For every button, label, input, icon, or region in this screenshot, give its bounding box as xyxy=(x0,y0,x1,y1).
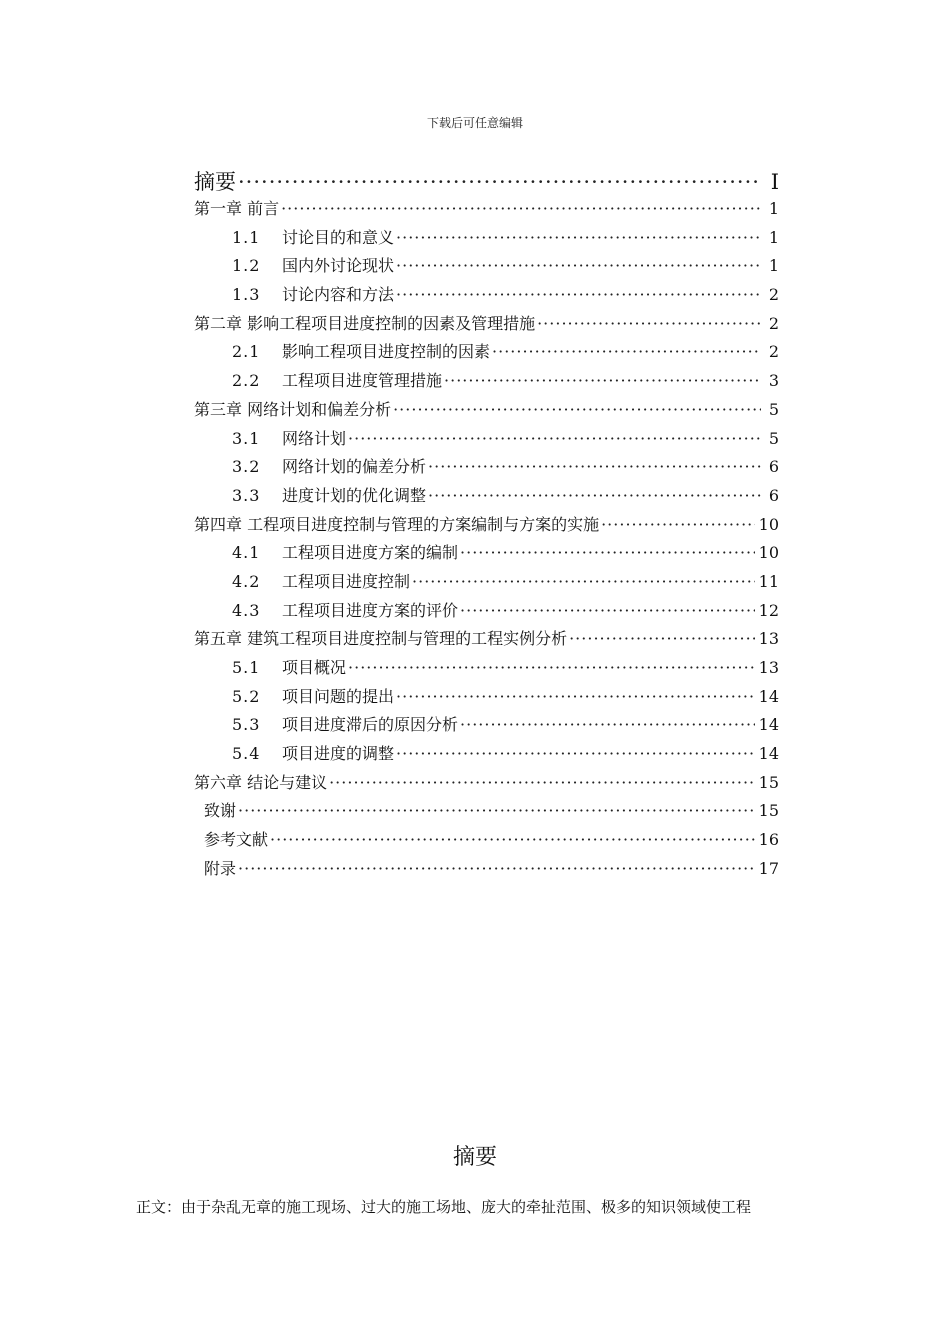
toc-page-number: 14 xyxy=(758,744,779,764)
toc-entry-title: 网络计划的偏差分析 xyxy=(282,457,427,477)
toc-entry[interactable] xyxy=(194,684,779,713)
toc-entry-title: 第六章 结论与建议 xyxy=(194,772,328,792)
toc-leader-dots xyxy=(396,228,761,247)
toc-entry[interactable] xyxy=(194,196,779,225)
toc-entry[interactable] xyxy=(194,368,779,397)
toc-entry-title: 工程项目进度方案的编制 xyxy=(282,543,459,563)
toc-page-number: 1 xyxy=(768,256,779,276)
toc-entry-label xyxy=(194,770,327,793)
toc-entry[interactable] xyxy=(194,426,779,455)
toc-entry-number: 5.4 xyxy=(232,744,261,764)
toc-entry[interactable] xyxy=(194,856,779,885)
toc-leader-dots xyxy=(396,256,761,275)
toc-leader-dots xyxy=(238,170,761,194)
toc-leader-dots xyxy=(270,830,755,849)
toc-entry-title: 致谢 xyxy=(204,801,237,821)
toc-entry-label xyxy=(232,253,394,276)
toc-entry-title: 参考文献 xyxy=(204,830,269,850)
toc-entry[interactable] xyxy=(194,454,779,483)
toc-entry-label xyxy=(232,282,394,305)
abstract-body: 正文：由于杂乱无章的施工现场、过大的施工场地、庞大的牵扯范围、极多的知识领域使工程 xyxy=(136,1198,752,1216)
toc-page-number: 2 xyxy=(768,285,779,305)
toc-page-number: 11 xyxy=(758,571,779,591)
toc-entry[interactable] xyxy=(194,512,779,541)
toc-page-number: 17 xyxy=(758,858,779,878)
toc-entry-label xyxy=(194,397,391,420)
toc-entry-title: 摘要 xyxy=(194,170,236,194)
toc-page-number: 6 xyxy=(768,485,779,505)
toc-entry[interactable] xyxy=(194,311,779,340)
toc-entry-label xyxy=(232,540,458,563)
toc-entry-title: 项目概况 xyxy=(282,658,347,677)
toc-entry-number: 2.2 xyxy=(232,371,261,391)
toc-page-number: 2 xyxy=(768,342,779,362)
toc-entry[interactable] xyxy=(194,598,779,627)
toc-leader-dots xyxy=(537,314,761,333)
toc-leader-dots xyxy=(412,572,755,591)
toc-page-number: I xyxy=(770,170,779,194)
toc-entry-label xyxy=(232,426,346,449)
toc-entry[interactable] xyxy=(194,339,779,368)
toc-entry-title: 工程项目进度控制 xyxy=(282,571,411,591)
toc-entry[interactable] xyxy=(194,282,779,311)
toc-entry-title: 工程项目进度管理措施 xyxy=(282,371,443,391)
toc-entry-number: 2.1 xyxy=(232,342,261,362)
toc-leader-dots xyxy=(396,744,755,763)
toc-leader-dots xyxy=(238,801,755,820)
toc-page-number: 10 xyxy=(758,543,779,563)
toc-entry-label xyxy=(232,368,442,391)
toc-entry-label xyxy=(204,798,236,821)
toc-page-number: 16 xyxy=(758,830,779,850)
toc-entry-title: 国内外讨论现状 xyxy=(282,256,395,276)
toc-entry[interactable] xyxy=(194,798,779,827)
abstract-title: 摘要 xyxy=(452,1145,497,1170)
toc-entry[interactable] xyxy=(194,483,779,512)
toc-entry-title: 项目进度滞后的原因分析 xyxy=(282,715,459,735)
toc-entry-title: 项目进度的调整 xyxy=(282,744,395,764)
toc-entry[interactable] xyxy=(194,540,779,569)
toc-leader-dots xyxy=(601,515,755,534)
toc-entry-number: 5.3 xyxy=(232,715,261,735)
toc-page-number: 14 xyxy=(758,686,779,706)
toc-entry-title: 讨论目的和意义 xyxy=(282,227,395,247)
toc-entry-number: 5.2 xyxy=(232,686,261,706)
toc-entry-title: 进度计划的优化调整 xyxy=(282,485,427,505)
toc-entry-label xyxy=(232,598,458,621)
toc-entry[interactable] xyxy=(194,253,779,282)
toc-page-number: 6 xyxy=(768,457,779,477)
toc-leader-dots xyxy=(460,715,755,734)
toc-entry[interactable] xyxy=(194,655,779,684)
toc-page-number: 13 xyxy=(758,629,779,649)
toc-page-number: 15 xyxy=(758,801,779,821)
toc-page-number: 5 xyxy=(768,399,779,419)
toc-entry-number: 3.3 xyxy=(232,485,261,505)
toc-page-number: 10 xyxy=(758,514,779,534)
toc-entry-number: 1.1 xyxy=(232,227,261,247)
toc-page-number: 5 xyxy=(768,428,779,448)
toc-leader-dots xyxy=(444,371,761,390)
toc-page-number: 1 xyxy=(768,227,779,247)
toc-entry-label xyxy=(232,684,394,707)
toc-entry-label xyxy=(232,483,426,506)
toc-entry-label xyxy=(232,655,346,678)
toc-entry-label xyxy=(232,712,458,735)
toc-entry[interactable] xyxy=(194,770,779,799)
toc-leader-dots xyxy=(281,199,761,218)
toc-entry[interactable] xyxy=(194,397,779,426)
toc-entry-number: 4.2 xyxy=(232,571,261,591)
toc-entry[interactable] xyxy=(194,827,779,856)
toc-entry-label xyxy=(194,196,279,219)
toc-page-number: 3 xyxy=(768,371,779,391)
toc-leader-dots xyxy=(428,457,761,476)
toc-entry-number: 1.3 xyxy=(232,285,261,305)
toc-entry-label xyxy=(204,856,236,879)
toc-entry[interactable] xyxy=(194,166,779,196)
toc-entry[interactable] xyxy=(194,741,779,770)
toc-leader-dots xyxy=(396,687,755,706)
toc-entry-title: 第三章 网络计划和偏差分析 xyxy=(194,399,392,419)
toc-leader-dots xyxy=(348,658,755,677)
toc-page-number: 15 xyxy=(758,772,779,792)
toc-leader-dots xyxy=(238,859,755,878)
toc-entry-label xyxy=(232,741,394,764)
toc-leader-dots xyxy=(460,601,755,620)
toc-entry[interactable] xyxy=(194,626,779,655)
toc-leader-dots xyxy=(460,543,755,562)
toc-entry-title: 第一章 前言 xyxy=(194,199,280,218)
toc-entry-title: 第五章 建筑工程项目进度控制与管理的工程实例分析 xyxy=(194,629,568,649)
toc-entry-label xyxy=(232,454,426,477)
toc-leader-dots xyxy=(348,429,761,448)
toc-page-number: 1 xyxy=(768,199,779,218)
toc-entry[interactable] xyxy=(194,569,779,598)
toc-leader-dots xyxy=(492,342,761,361)
toc-page-number: 14 xyxy=(758,715,779,735)
table-of-contents xyxy=(194,166,779,885)
toc-entry-number: 3.1 xyxy=(232,428,261,448)
toc-entry-title: 网络计划 xyxy=(282,428,347,448)
page-header: 下载后可任意编辑 xyxy=(426,116,523,130)
toc-leader-dots xyxy=(393,400,761,419)
toc-entry-label xyxy=(232,225,394,248)
toc-leader-dots xyxy=(329,773,755,792)
toc-leader-dots xyxy=(428,486,761,505)
toc-entry-label xyxy=(232,569,410,592)
toc-entry[interactable] xyxy=(194,712,779,741)
toc-entry-number: 3.2 xyxy=(232,457,261,477)
toc-entry-number: 5.1 xyxy=(232,658,261,677)
toc-entry-number: 4.3 xyxy=(232,600,261,620)
toc-entry-title: 第二章 影响工程项目进度控制的因素及管理措施 xyxy=(194,313,536,333)
toc-entry-label xyxy=(204,827,268,850)
toc-page-number: 2 xyxy=(768,313,779,333)
toc-entry-number: 4.1 xyxy=(232,543,261,563)
toc-entry-title: 影响工程项目进度控制的因素 xyxy=(282,342,491,362)
toc-entry-title: 工程项目进度方案的评价 xyxy=(282,600,459,620)
toc-page-number: 13 xyxy=(758,658,779,677)
toc-entry-title: 附录 xyxy=(204,858,237,878)
toc-entry-label xyxy=(194,311,535,334)
toc-entry-label xyxy=(194,166,236,196)
toc-entry-label xyxy=(194,626,567,649)
toc-page-number: 12 xyxy=(758,600,779,620)
toc-entry-title: 第四章 工程项目进度控制与管理的方案编制与方案的实施 xyxy=(194,514,600,534)
toc-leader-dots xyxy=(396,285,761,304)
toc-entry[interactable] xyxy=(194,225,779,254)
toc-leader-dots xyxy=(569,629,755,648)
toc-entry-number: 1.2 xyxy=(232,256,261,276)
toc-entry-title: 讨论内容和方法 xyxy=(282,285,395,305)
toc-entry-title: 项目问题的提出 xyxy=(282,686,395,706)
toc-entry-label xyxy=(194,512,599,535)
toc-entry-label xyxy=(232,339,490,362)
